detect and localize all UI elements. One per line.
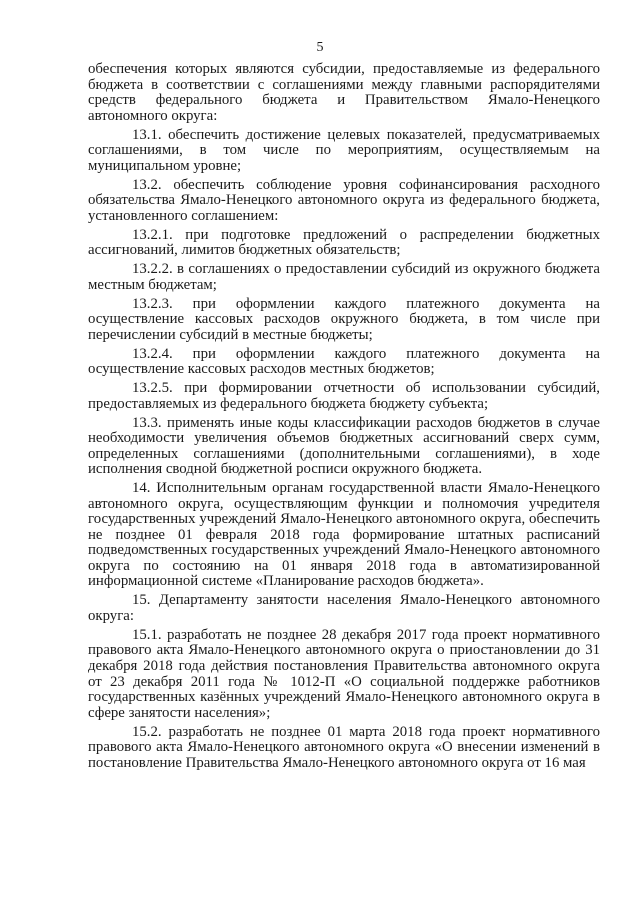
- paragraph-13-1: 13.1. обеспечить достижение целевых показателей, предусматриваемых соглашениями, в том числе по мероприятиям, осуществляемым на муниципальном уровне;: [88, 126, 600, 174]
- paragraph-14: 14. Исполнительным органам государственной власти Ямало-Ненецкого автономного округа, осуществляющим функции и полномочия учредителя государственных учреждений Ямало-Ненецкого автономного округа, обеспечить не позднее 01 февраля 2018 года формирование штатных расписаний подведомственных государственных учреждений Ямало-Ненецкого автономного округа по состоянию на 01 января 2018 года в автоматизированной информационной системе «Планирование расходов бюджета».: [88, 480, 600, 590]
- paragraph-15: 15. Департаменту занятости населения Ямало-Ненецкого автономного округа:: [88, 592, 600, 624]
- paragraph-13-2-2: 13.2.2. в соглашениях о предоставлении субсидий из окружного бюджета местным бюджетам;: [88, 261, 600, 293]
- paragraph-13-2-4: 13.2.4. при оформлении каждого платежного документа на осуществление кассовых расходов местных бюджетов;: [88, 345, 600, 378]
- document-body: [88, 62, 600, 775]
- paragraph-15-1: 15.1. разработать не позднее 28 декабря 2017 года проект нормативного правового акта Ямало-Ненецкого автономного округа о приостановлении до 31 декабря 2018 года действия постановления Правительства автономного округа от 23 декабря 2011 года № 1012-П «О социальной поддержке работников государственных казённых учреждений Ямало-Ненецкого автономного округа в сфере занятости населения»;: [88, 626, 600, 721]
- paragraph-13-2: 13.2. обеспечить соблюдение уровня софинансирования расходного обязательства Ямало-Ненецкого автономного округа из федерального бюджета, установленного соглашением:: [88, 176, 600, 224]
- paragraph-15-2: 15.2. разработать не позднее 01 марта 2018 года проект нормативного правового акта Ямало-Ненецкого автономного округа «О внесении изменений в постановление Правительства Ямало-Ненецкого автономного округа от 16 мая: [88, 723, 600, 771]
- paragraph-13-2-3: 13.2.3. при оформлении каждого платежного документа на осуществление кассовых расходов окружного бюджета, в том числе при перечислении субсидий в местные бюджеты;: [88, 295, 600, 343]
- paragraph-13-2-5: 13.2.5. при формировании отчетности об использовании субсидий, предоставляемых из федерального бюджета бюджету субъекта;: [88, 380, 600, 412]
- page-number: 5: [316, 40, 324, 55]
- paragraph-13-2-1: 13.2.1. при подготовке предложений о распределении бюджетных ассигнований, лимитов бюджетных обязательств;: [88, 226, 600, 259]
- paragraph-13-3: 13.3. применять иные коды классификации расходов бюджетов в случае необходимости увеличения объемов бюджетных ассигнований сверх сумм, определенных соглашениями (дополнительными соглашениями), в ходе исполнения сводной бюджетной росписи окружного бюджета.: [88, 414, 600, 478]
- paragraph-intro-continued: обеспечения которых являются субсидии, предоставляемые из федерального бюджета в соответствии с соглашениями между главными распорядителями средств федерального бюджета и Правительством Ямало-Ненецкого автономного округа:: [88, 61, 600, 124]
